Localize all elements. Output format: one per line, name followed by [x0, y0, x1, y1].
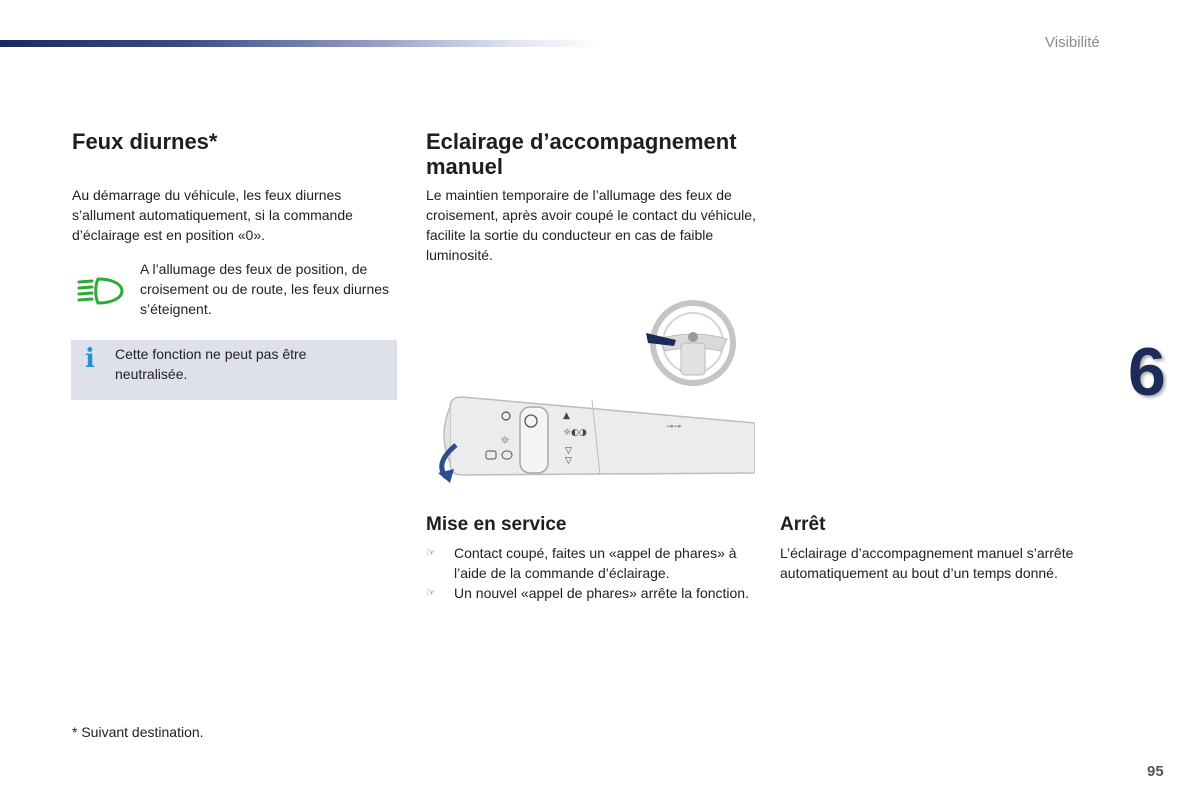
list-item-text: Un nouvel «appel de phares» arrête la fonction. [454, 585, 749, 601]
pointing-hand-icon: ☞ [426, 587, 436, 599]
arret-title: Arrêt [780, 514, 826, 535]
headlamp-note: A l’allumage des feux de position, de croisement ou de route, les feux diurnes s’éteignent. [140, 261, 390, 317]
list-item-text: Contact coupé, faites un «appel de phares» à l’aide de la commande d’éclairage. [454, 545, 737, 581]
mise-en-service-list [426, 543, 766, 603]
section-name: Visibilité [1045, 34, 1100, 51]
info-box [71, 340, 397, 400]
svg-text:▲: ▲ [563, 411, 570, 421]
mise-en-service-title: Mise en service [426, 514, 567, 535]
footnote: * Suivant destination. [72, 724, 204, 740]
headlamp-icon [76, 274, 126, 308]
pointing-hand-icon: ☞ [426, 547, 436, 559]
arret-text: L’éclairage d’accompagnement manuel s’arrête automatiquement au bout d’un temps donné. [780, 545, 1074, 581]
svg-text:▽: ▽ [565, 456, 572, 466]
feux-diurnes-intro: Au démarrage du véhicule, les feux diurnes s’allument automatiquement, si la commande d’éclairage est en position «0». [72, 187, 353, 243]
info-icon: i [85, 344, 95, 374]
accompagnement-intro: Le maintien temporaire de l’allumage des feux de croisement, après avoir coupé le contact du véhicule, facilite la sortie du conducteur en cas de faible luminosité. [426, 187, 756, 263]
feux-diurnes-title: Feux diurnes* [72, 129, 218, 154]
svg-text:☼◐◑: ☼◐◑ [563, 428, 587, 438]
info-text: Cette fonction ne peut pas être neutralisée. [115, 346, 307, 382]
accompagnement-title: Eclairage d’accompagnement manuel [426, 129, 737, 179]
svg-text:▽: ▽ [565, 446, 572, 456]
page-number: 95 [1147, 763, 1164, 780]
svg-text:☼: ☼ [500, 434, 510, 447]
lighting-stalk-illustration [420, 295, 755, 485]
svg-text:⊸⊸: ⊸⊸ [666, 422, 682, 432]
chapter-number: 6 [1128, 334, 1166, 410]
list-item [426, 543, 766, 583]
header-gradient-bar [0, 40, 600, 47]
list-item [426, 583, 766, 603]
